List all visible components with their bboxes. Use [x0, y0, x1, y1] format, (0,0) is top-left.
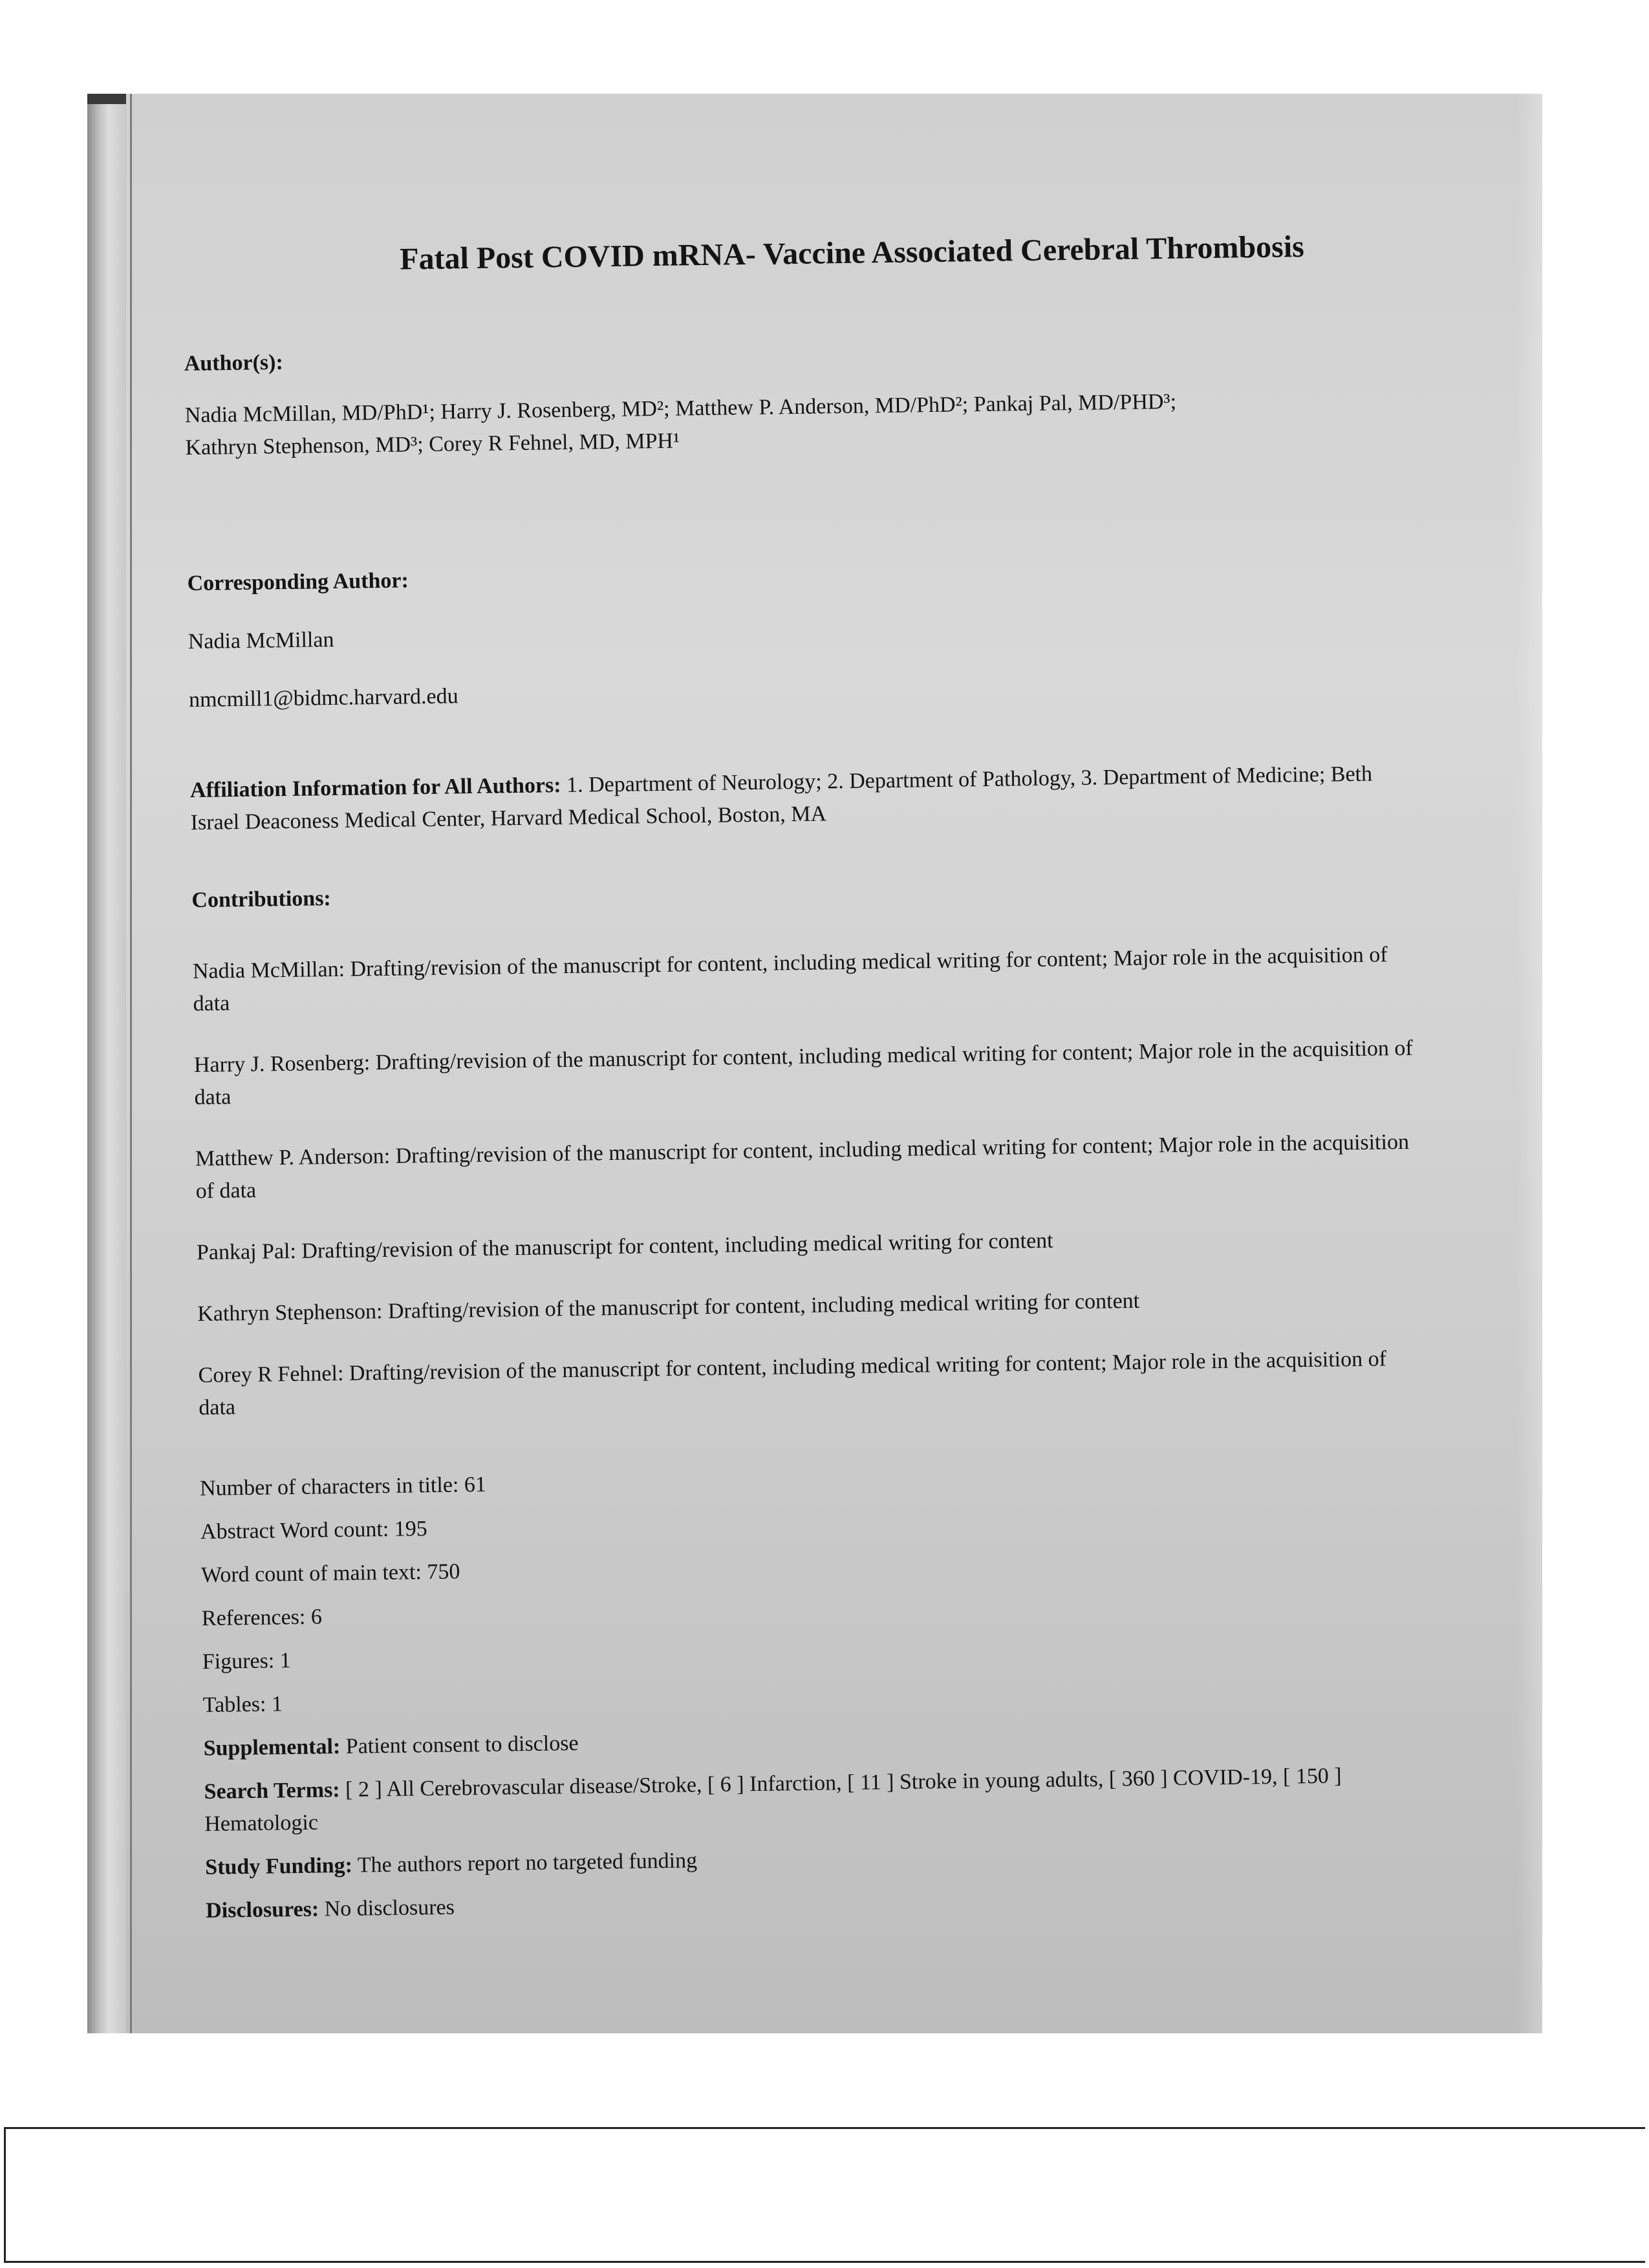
main-text-word-count: Word count of main text: 750 [200, 1559, 460, 1587]
manuscript-stats [200, 1455, 1435, 1938]
contributions-list [193, 939, 1428, 1453]
contributions-label: Contributions: [191, 886, 331, 913]
supplemental-text: Patient consent to disclose [340, 1731, 579, 1759]
affiliation-text: 1. Department of Neurology; 2. Department of Pathology, 3. Department of Medicine; Beth Israel Deaconess Medical Center, Harvard Medical School, Boston, MA [190, 762, 1373, 835]
title-character-count: Number of characters in title: 61 [199, 1472, 487, 1501]
document-title: Fatal Post COVID mRNA- Vaccine Associated Cerebral Thrombosis [399, 229, 1305, 277]
search-terms-line [204, 1759, 1433, 1841]
contribution-item: Corey R Fehnel: Drafting/revision of the manuscript for content, including medical writing for content; Major role in the acquisition of data [198, 1347, 1387, 1420]
contribution-item: Nadia McMillan: Drafting/revision of the manuscript for content, including medical writing for content; Major role in the acquisition of data [192, 943, 1388, 1016]
references-count: References: 6 [201, 1605, 323, 1631]
author-list-line-2: Kathryn Stephenson, MD³; Corey R Fehnel, MD, MPH¹ [185, 429, 680, 460]
tables-count: Tables: 1 [202, 1692, 283, 1717]
contribution-item: Kathryn Stephenson: Drafting/revision of the manuscript for content, including medical writing for content [197, 1289, 1140, 1327]
contribution-item: Matthew P. Anderson: Drafting/revision of the manuscript for content, including medical writing for content; Major role in the acquisition of data [195, 1129, 1410, 1204]
author-list [185, 383, 1414, 465]
author-list-line-1: Nadia McMillan, MD/PhD¹; Harry J. Rosenberg, MD²; Matthew P. Anderson, MD/PhD²; Pankaj Pal, MD/PHD³; [184, 389, 1177, 428]
scanned-photo [87, 94, 1542, 2033]
search-terms-label: Search Terms: [204, 1778, 340, 1804]
study-funding-text: The authors report no targeted funding [352, 1848, 698, 1878]
study-funding-label: Study Funding: [205, 1853, 353, 1879]
supplemental-label: Supplemental: [203, 1735, 341, 1760]
disclosures-line [206, 1878, 1435, 1927]
scanner-bottom-border [4, 2127, 1645, 2263]
search-terms-text: [ 2 ] All Cerebrovascular disease/Stroke, [ 6 ] Infarction, [ 11 ] Stroke in young adults, [ 360 ] COVID-19, [ 150 ] Hematologic [204, 1764, 1342, 1836]
affiliation-paragraph [190, 758, 1419, 840]
figures-count: Figures: 1 [202, 1649, 292, 1674]
authors-label: Author(s): [184, 350, 284, 376]
disclosures-text: No disclosures [318, 1895, 455, 1921]
contribution-item: Pankaj Pal: Drafting/revision of the manuscript for content, including medical writing for content [196, 1228, 1053, 1265]
corresponding-author-email: nmcmill1@bidmc.harvard.edu [188, 684, 458, 712]
affiliation-label: Affiliation Information for All Authors: [189, 773, 561, 803]
document-page [87, 94, 1542, 2033]
contribution-item: Harry J. Rosenberg: Drafting/revision of the manuscript for content, including medical writing for content; Major role in the acquisition of data [193, 1036, 1413, 1110]
corresponding-author-name: Nadia McMillan [188, 627, 334, 654]
abstract-word-count: Abstract Word count: 195 [200, 1517, 427, 1544]
disclosures-label: Disclosures: [205, 1897, 319, 1923]
supplemental-line [203, 1715, 1432, 1765]
study-funding-line [205, 1834, 1434, 1884]
corresponding-author-label: Corresponding Author: [187, 568, 409, 596]
